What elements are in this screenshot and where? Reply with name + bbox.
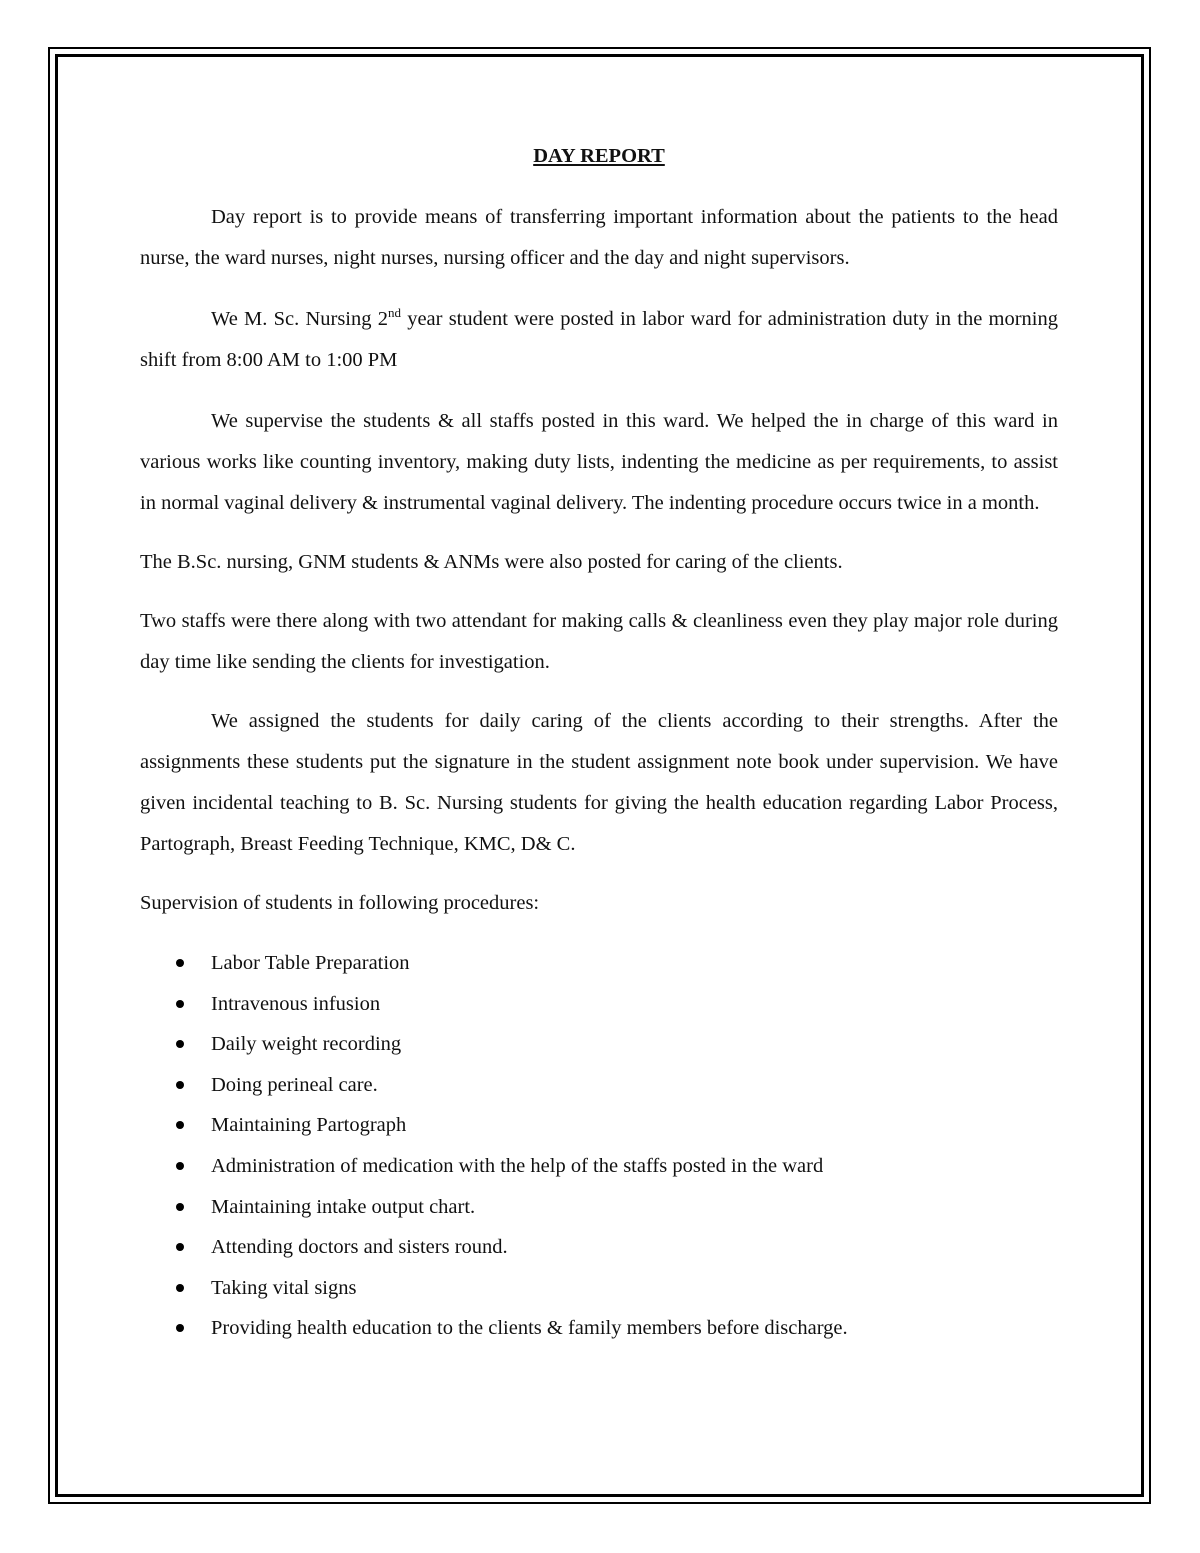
bullet-icon bbox=[176, 1081, 184, 1089]
list-item: Taking vital signs bbox=[140, 1268, 1058, 1309]
list-item: Maintaining Partograph bbox=[140, 1105, 1058, 1146]
bullet-icon bbox=[176, 1203, 184, 1211]
bullet-icon bbox=[176, 1121, 184, 1129]
bullet-icon bbox=[176, 1162, 184, 1170]
paragraph-posting bbox=[140, 299, 1058, 381]
list-item: Maintaining intake output chart. bbox=[140, 1187, 1058, 1228]
bullet-icon bbox=[176, 1040, 184, 1048]
paragraph-procedures-intro: Supervision of students in following procedures: bbox=[140, 892, 540, 914]
bullet-icon bbox=[176, 1243, 184, 1251]
list-item: Attending doctors and sisters round. bbox=[140, 1227, 1058, 1268]
list-item: Doing perineal care. bbox=[140, 1065, 1058, 1106]
paragraph-definition: Day report is to provide means of transferring important information about the patients to the head nurse, the ward nurses, night nurses, nursing officer and the day and night supervisors. bbox=[140, 206, 1058, 269]
document-body bbox=[140, 140, 1058, 1349]
paragraph-assignments: We assigned the students for daily caring of the clients according to their strengths. After the assignments these students put the signature in the student assignment note book under supervision. We have given incidental teaching to B. Sc. Nursing students for giving the health education regarding Labor Process, Partograph, Breast Feeding Technique, KMC, D& C. bbox=[140, 710, 1058, 855]
procedures-list bbox=[140, 943, 1058, 1349]
posting-text-end: year student were posted in labor ward for administration duty in the morning shift from 8:00 AM to 1:00 PM bbox=[140, 308, 1058, 371]
paragraph-supervision: We supervise the students & all staffs posted in this ward. We helped the in charge of this ward in various works like counting inventory, making duty lists, indenting the medicine as per requirements, to assist in normal vaginal delivery & instrumental vaginal delivery. The indenting procedure occurs twice in a month. bbox=[140, 410, 1058, 514]
list-item: Administration of medication with the help of the staffs posted in the ward bbox=[140, 1146, 1058, 1187]
bullet-icon bbox=[176, 1324, 184, 1332]
ordinal-suffix: nd bbox=[387, 305, 401, 320]
paragraph-staffs: Two staffs were there along with two attendant for making calls & cleanliness even they play major role during day time like sending the clients for investigation. bbox=[140, 610, 1058, 673]
bullet-icon bbox=[176, 959, 184, 967]
list-item: Providing health education to the clients & family members before discharge. bbox=[140, 1308, 1058, 1349]
list-item: Intravenous infusion bbox=[140, 984, 1058, 1025]
bullet-icon bbox=[176, 1000, 184, 1008]
list-item: Labor Table Preparation bbox=[140, 943, 1058, 984]
posting-text-start: We M. Sc. Nursing 2 bbox=[211, 308, 388, 330]
bullet-icon bbox=[176, 1284, 184, 1292]
document-title: DAY REPORT bbox=[533, 145, 665, 167]
list-item: Daily weight recording bbox=[140, 1024, 1058, 1065]
paragraph-students: The B.Sc. nursing, GNM students & ANMs were also posted for caring of the clients. bbox=[140, 551, 843, 573]
